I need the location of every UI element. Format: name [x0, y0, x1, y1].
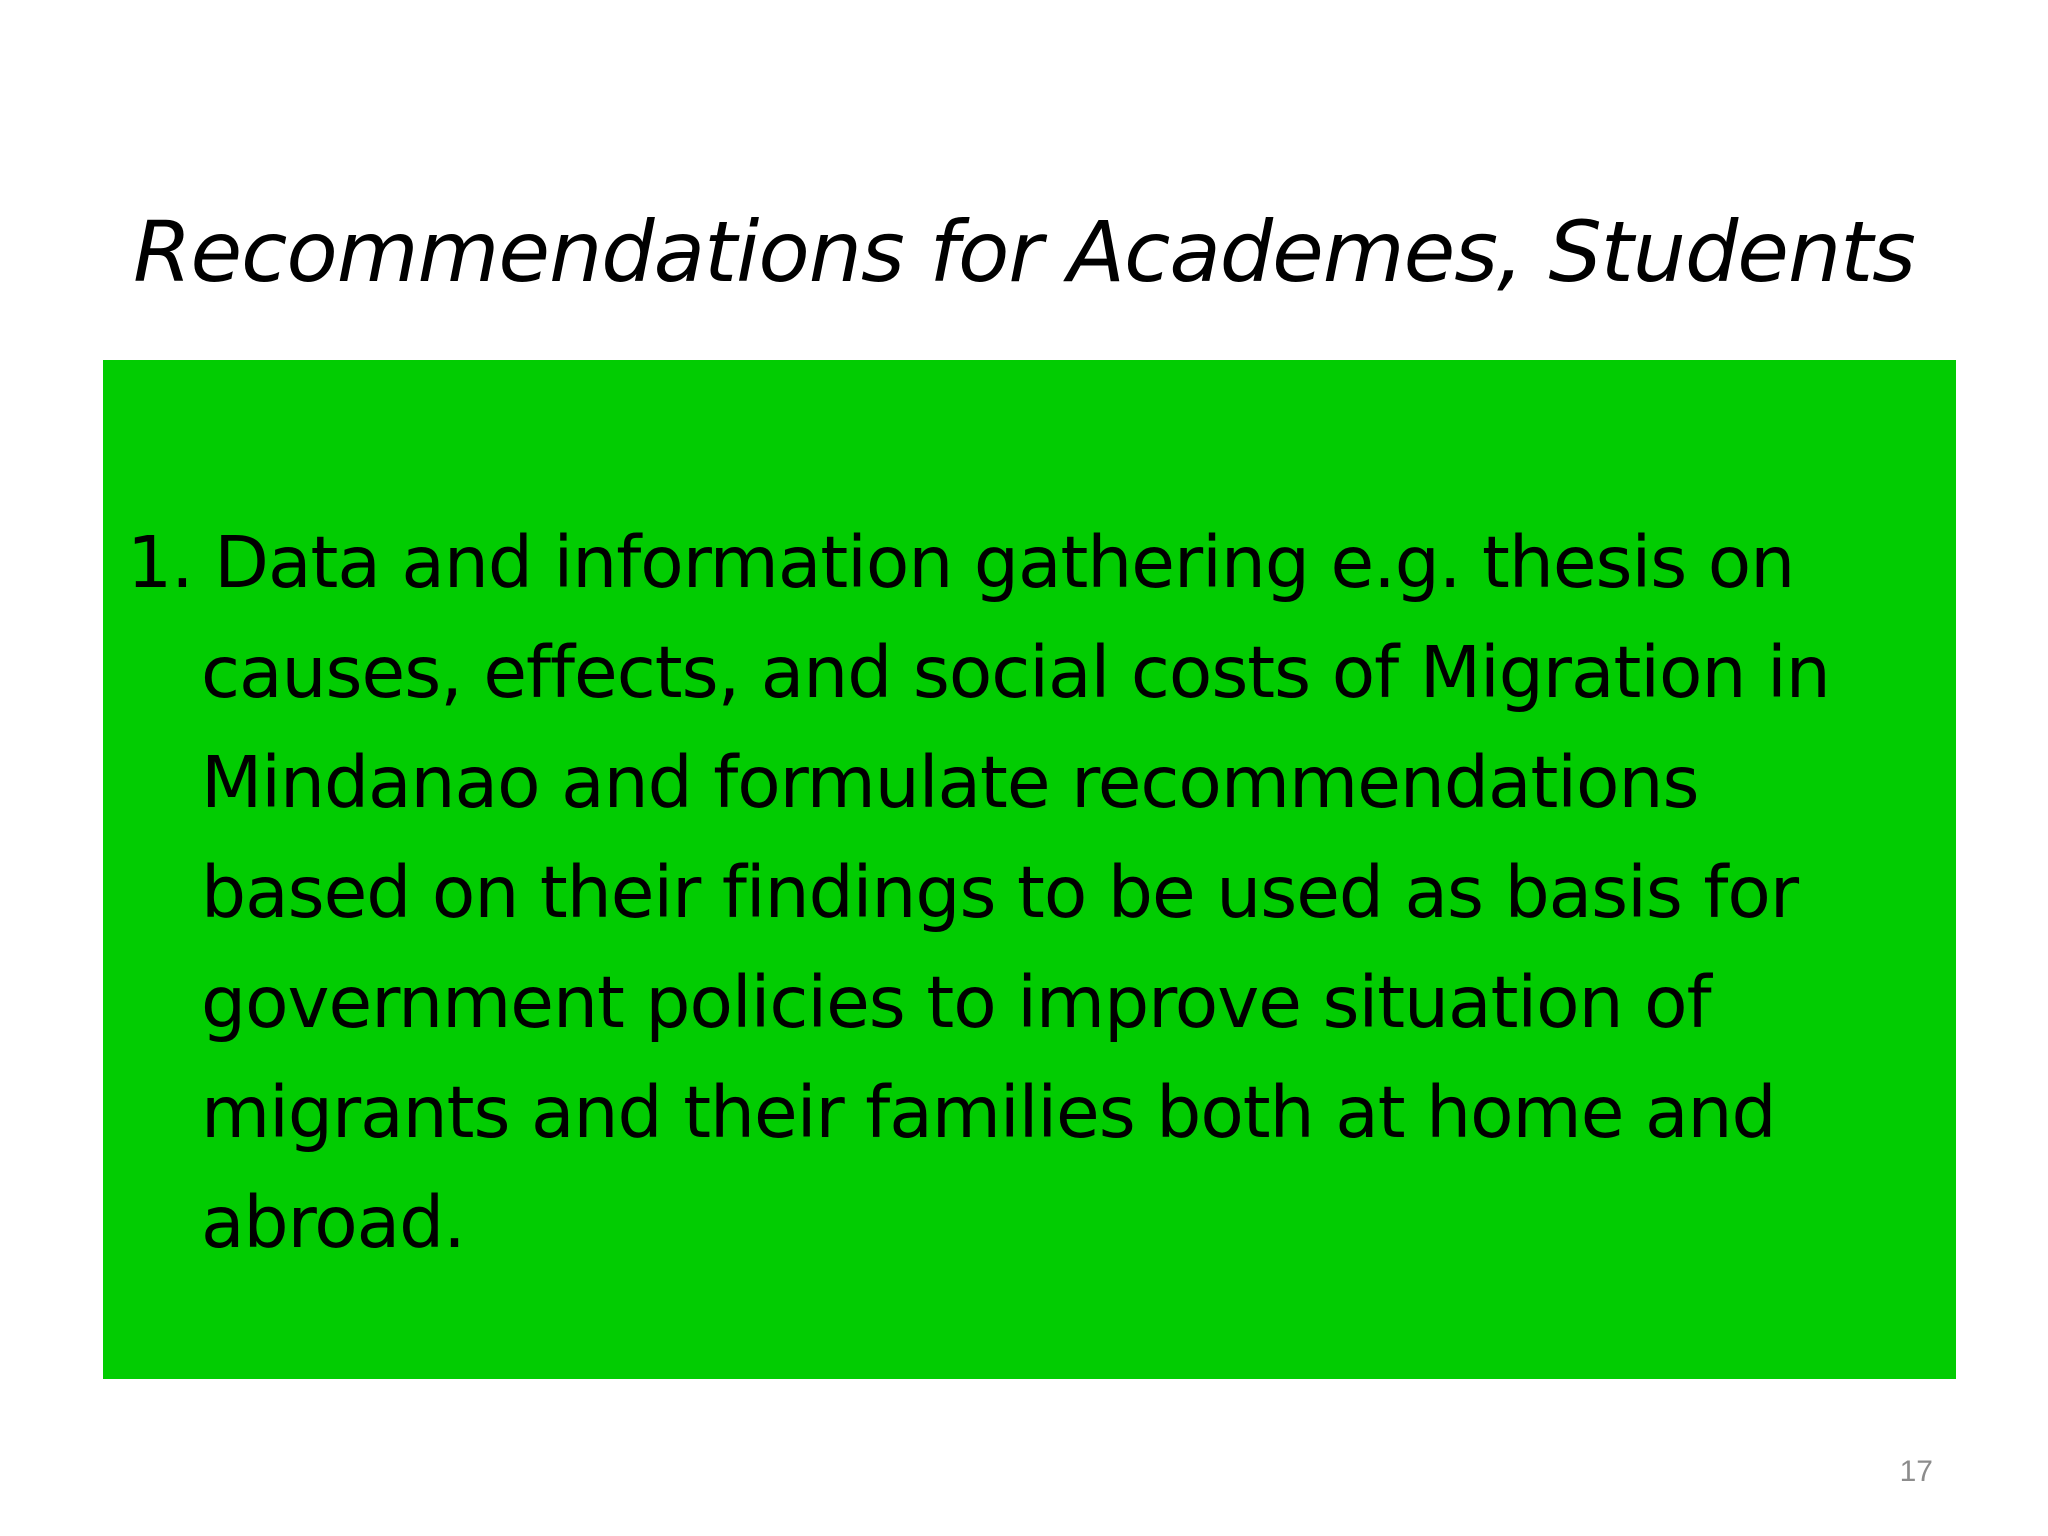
body-line: causes, effects, and social costs of Migration in [201, 631, 1830, 714]
body-line: Mindanao and formulate recommendations [201, 741, 1699, 824]
slide-title: Recommendations for Academes, Students [133, 203, 1915, 301]
body-line: migrants and their families both at home and [201, 1071, 1776, 1154]
page-number: 17 [1899, 1455, 1933, 1488]
recommendation-list-item [127, 508, 1957, 1278]
body-line: government policies to improve situation of [201, 961, 1711, 1044]
body-line: 1. Data and information gathering e.g. thesis on [127, 521, 1795, 604]
body-line: abroad. [201, 1181, 465, 1264]
body-line: based on their findings to be used as basis for [201, 851, 1799, 934]
